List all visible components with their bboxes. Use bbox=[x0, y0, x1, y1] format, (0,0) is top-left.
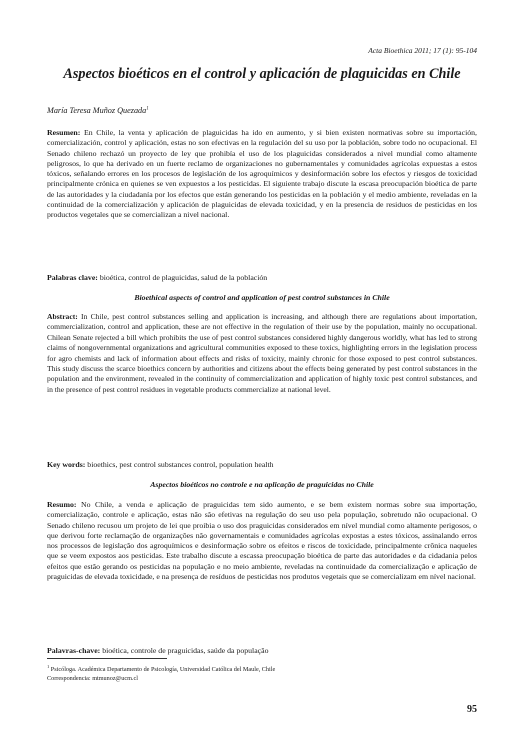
author-name: María Teresa Muñoz Quezada bbox=[47, 106, 147, 115]
page-number: 95 bbox=[467, 704, 477, 715]
keywords-es-label: Palabras clave: bbox=[47, 273, 98, 282]
abstract-en-label: Abstract: bbox=[47, 312, 78, 321]
keywords-en-text: bioethics, pest control substances control, population health bbox=[87, 460, 274, 469]
abstract-pt bbox=[47, 500, 477, 582]
keywords-en bbox=[47, 460, 477, 470]
section-title-pt: Aspectos bioéticos no controle e na aplicação de praguicidas no Chile bbox=[150, 480, 374, 489]
abstract-es-label: Resumen: bbox=[47, 128, 81, 137]
footnote-correspondence: Correspondencia: mtmunoz@ucm.cl bbox=[47, 675, 138, 683]
abstract-pt-label: Resumo: bbox=[47, 500, 77, 509]
article-page bbox=[47, 0, 477, 751]
section-title-en: Bioethical aspects of control and application of pest control substances in Chile bbox=[134, 293, 390, 302]
keywords-en-label: Key words: bbox=[47, 460, 86, 469]
abstract-en bbox=[47, 312, 477, 395]
article-title: Aspectos bioéticos en el control y aplicación de plaguicidas en Chile bbox=[63, 66, 461, 82]
keywords-pt-text: bioética, controle de praguicidas, saúde da população bbox=[102, 646, 269, 655]
abstract-en-text: In Chile, pest control substances selling and application is increasing, and although there are regulations about importation, commercialization, control and application, these are not effective in the regulation of their use by the population, mainly no occupational. Chilean Senate rejected a bill which prohibits the use of pest control substances considered highly dangerous worldly, what has led to strong claims of nongovernmental organizations and agricultural communities exposed to these toxics, highlighting errors in the legislation process for agro chemists and lack of information about effects and risks of toxicity, mainly chronic for those exposed to pest control substances. This study discuss the scarce bioethics concern by authorities and citizens about the effects being generated by pest control substances in the population and the environment, revealed in the continuity of commercialization and application of highly toxic pest control substances, and in the presence of pest control residues in vegetable products commercialize at national level. bbox=[47, 312, 477, 394]
keywords-pt bbox=[47, 646, 477, 656]
keywords-pt-label: Palavras-chave: bbox=[47, 646, 101, 655]
author-footnote-marker: 1 bbox=[146, 106, 149, 112]
footnote-affiliation-line bbox=[47, 662, 477, 674]
journal-reference: Acta Bioethica 2011; 17 (1): 95-104 bbox=[368, 46, 477, 55]
abstract-es-text: En Chile, la venta y aplicación de plaguicidas ha ido en aumento, y si bien existen normativas sobre su importación, comercialización, control y aplicación, estas no son efectivas en la regulación del su uso por la población, sobre todo no ocupacional. El Senado chileno rechazó un proyecto de ley que prohibía el uso de los plaguicidas considerados a nivel mundial como altamente peligrosos, lo que ha derivado en un fuerte reclamo de organizaciones no gubernamentales y comunidades agrícolas expuestas a estos tóxicos, señalando errores en los procesos de legislación de los agroquímicos y desinformación sobre los efectos y riesgos de toxicidad principalmente crónica en quienes se ven expuestos a los pesticidas. El siguiente trabajo discute la escasa preocupación bioética de parte de las autoridades y la ciudadanía por los efectos que están generando los pesticidas en la población y el medio ambiente, reveladas en la continuidad de la comercialización y aplicación de plaguicidas de elevada toxicidad, y en la presencia de residuos de pesticidas en los productos vegetales que se comercializan a nivel nacional. bbox=[47, 128, 478, 220]
footnote bbox=[47, 662, 477, 683]
footnote-affiliation: Psicóloga. Académica Departamento de Psicología, Universidad Católica del Maule, Chile bbox=[50, 666, 276, 674]
keywords-es-text: bioética, control de plaguicidas, salud de la población bbox=[99, 273, 268, 282]
footnote-divider bbox=[47, 658, 167, 659]
abstract-pt-text: No Chile, a venda e aplicação de praguicidas tem sido aumento, e se bem existem normas sobre sua importação, comercialização, controle e aplicação, estas não são efetivas na regulação do seu uso pela população, sobretudo não ocupacional. O Senado chileno recusou um projeto de lei que proibia o uso dos praguicidas considerados em nível mundial como altamente perigosos, o que derivou forte reclamação de organizações não governamentais e comunidades agrícolas expostas a estes tóxicos, assinalando erros nos processos de legislação dos agroquímicos e desinformação sobre os efeitos e riscos de toxicidade, principalmente crônica naqueles que se veem expostos aos pesticidas. Este trabalho discute a escassa preocupação bioética de parte das autoridades e da cidadania pelos efeitos que estão gerando os pesticidas na população e no meio ambiente, reveladas na continuidade da comercialização e aplicação de praguicidas de elevada toxicidade, e na presença de resíduos de pesticidas nos produtos vegetais que se comercializam em nível nacional. bbox=[47, 500, 477, 582]
footnote-marker: 1 bbox=[47, 664, 50, 669]
keywords-es bbox=[47, 273, 477, 283]
abstract-es bbox=[47, 128, 477, 221]
author-line bbox=[47, 106, 149, 115]
